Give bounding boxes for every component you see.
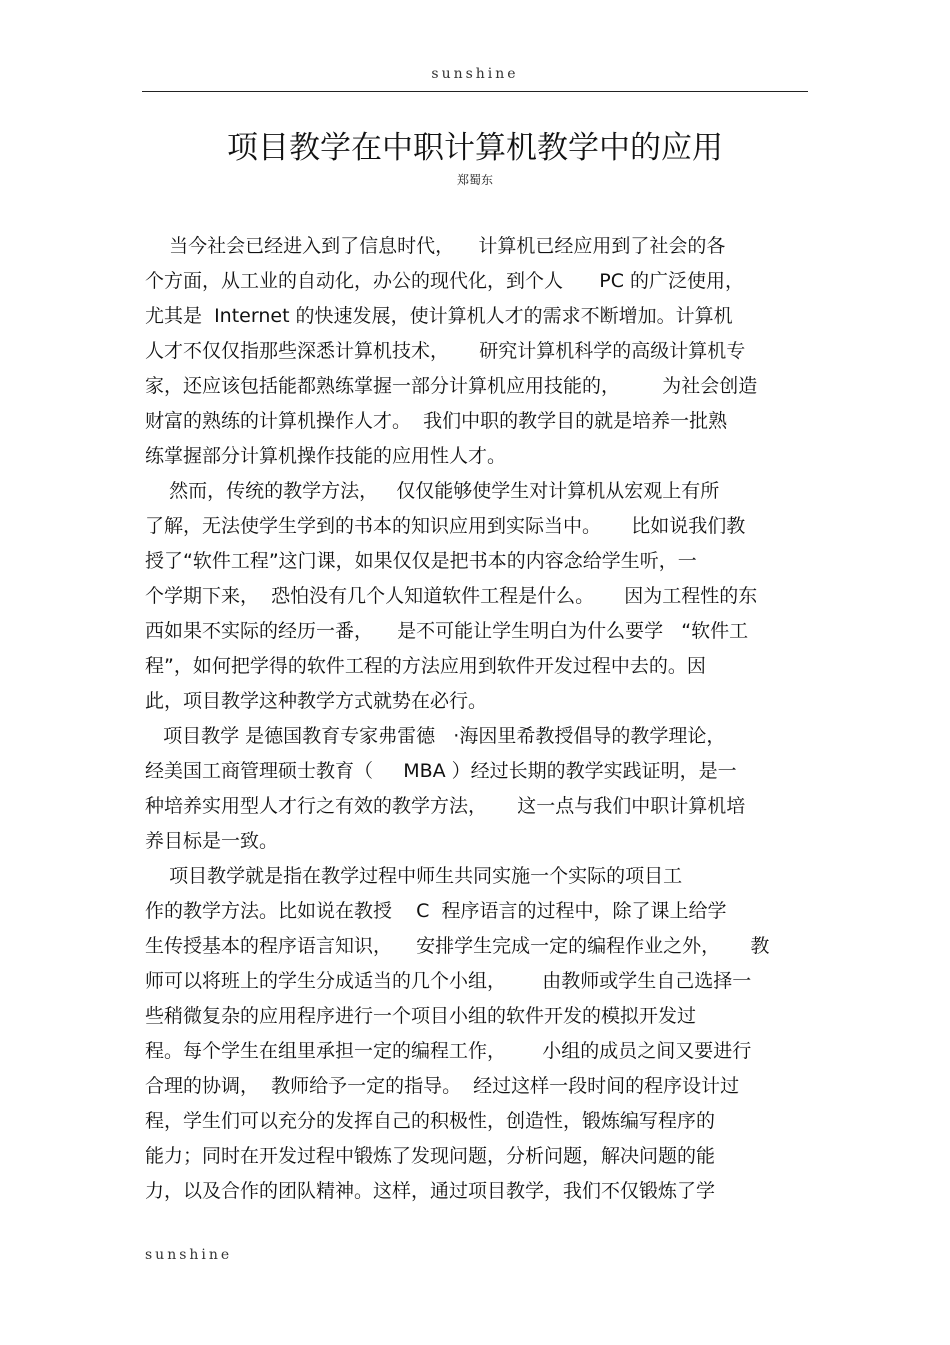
paragraph-4 <box>145 859 807 1209</box>
text-line: 程。每个学生在组里承担一定的编程工作， 小组的成员之间又要进行 <box>145 1040 752 1062</box>
text-line: 财富的熟练的计算机操作人才。 我们中职的教学目的就是培养一批熟 <box>145 410 728 432</box>
text-line: 尤其是 Internet 的快速发展，使计算机人才的需求不断增加。计算机 <box>145 305 733 327</box>
text-line: 人才不仅仅指那些深悉计算机技术， 研究计算机科学的高级计算机专 <box>145 340 746 362</box>
text-line: 生传授基本的程序语言知识， 安排学生完成一定的编程作业之外， 教 <box>145 935 770 957</box>
header-divider <box>142 91 808 92</box>
text-line: 力，以及合作的团队精神。这样，通过项目教学，我们不仅锻炼了学 <box>145 1180 716 1202</box>
text-line: 些稍微复杂的应用程序进行一个项目小组的软件开发的模拟开发过 <box>145 1005 697 1027</box>
text-line: 养目标是一致。 <box>145 830 279 852</box>
text-line: 项目教学 是德国教育专家弗雷德 ·海因里希教授倡导的教学理论， <box>145 725 726 747</box>
text-line: 程”，如何把学得的软件工程的方法应用到软件开发过程中去的。因 <box>145 655 706 677</box>
paragraph-3 <box>145 719 807 859</box>
text-line: 西如果不实际的经历一番， 是不可能让学生明白为什么要学 “软件工 <box>145 620 749 642</box>
text-line: 授了“软件工程”这门课，如果仅仅是把书本的内容念给学生听，一 <box>145 550 697 572</box>
text-line: 作的教学方法。比如说在教授 C 程序语言的过程中，除了课上给学 <box>145 900 727 922</box>
text-line: 此，项目教学这种教学方式就势在必行。 <box>145 690 488 712</box>
text-line: 种培养实用型人才行之有效的教学方法， 这一点与我们中职计算机培 <box>145 795 746 817</box>
text-line: 家，还应该包括能都熟练掌握一部分计算机应用技能的， 为社会创造 <box>145 375 758 397</box>
text-line: 项目教学就是指在教学过程中师生共同实施一个实际的项目工 <box>145 865 683 887</box>
text-line: 当今社会已经进入到了信息时代， 计算机已经应用到了社会的各 <box>145 235 726 257</box>
document-title: 项目教学在中职计算机教学中的应用 <box>227 130 723 166</box>
text-line: 合理的协调， 教师给予一定的指导。 经过这样一段时间的程序设计过 <box>145 1075 740 1097</box>
page-header: sunshine <box>431 66 519 82</box>
text-line: 了解，无法使学生学到的书本的知识应用到实际当中。 比如说我们教 <box>145 515 746 537</box>
paragraph-1 <box>145 229 807 474</box>
page-footer: sunshine <box>145 1247 233 1263</box>
text-line: 师可以将班上的学生分成适当的几个小组， 由教师或学生自己选择一 <box>145 970 752 992</box>
text-line: 练掌握部分计算机操作技能的应用性人才。 <box>145 445 507 467</box>
document-body <box>145 229 807 1209</box>
paragraph-2 <box>145 474 807 719</box>
document-author: 郑蜀东 <box>456 173 493 187</box>
text-line: 然而，传统的教学方法， 仅仅能够使学生对计算机从宏观上有所 <box>145 480 720 502</box>
text-line: 能力；同时在开发过程中锻炼了发现问题，分析问题，解决问题的能 <box>145 1145 716 1167</box>
text-line: 个学期下来， 恐怕没有几个人知道软件工程是什么。 因为工程性的东 <box>145 585 758 607</box>
text-line: 程，学生们可以充分的发挥自己的积极性，创造性，锻炼编写程序的 <box>145 1110 716 1132</box>
text-line: 经美国工商管理硕士教育（ MBA ）经过长期的教学实践证明，是一 <box>145 760 737 782</box>
text-line: 个方面，从工业的自动化，办公的现代化，到个人 PC 的广泛使用， <box>145 270 745 292</box>
